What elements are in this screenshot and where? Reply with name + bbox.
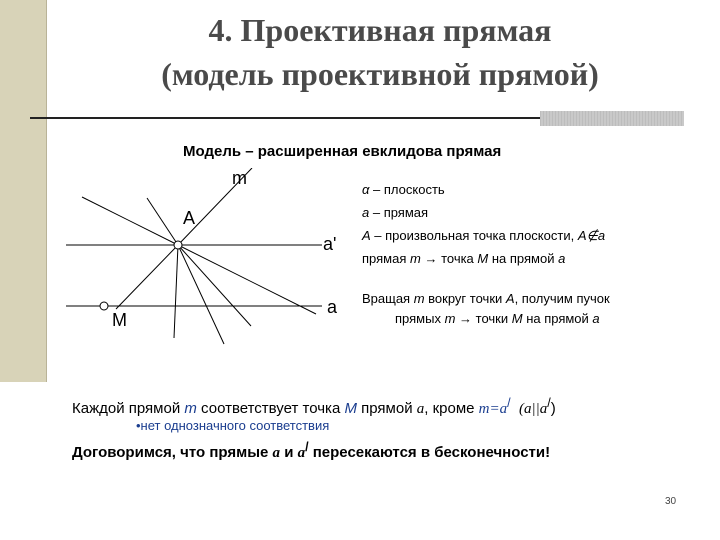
label-M: M (112, 310, 127, 330)
slide-title (60, 8, 700, 96)
def-A-text: – произвольная точка плоскости, (370, 228, 578, 243)
stmt-t2: соответствует точка (196, 400, 345, 417)
label-a-prime: a' (323, 234, 337, 254)
concl-a: a (272, 445, 281, 461)
stmt-sup: / (507, 396, 511, 410)
stmt-par-close: ) (550, 400, 556, 417)
mapping-mid: точка (441, 251, 478, 266)
subtitle: Модель – расширенная евклидова прямая (183, 143, 502, 160)
stmt-a: a (416, 401, 425, 417)
concl-t3: пересекаются в бесконечности! (308, 444, 551, 461)
rot-l2-post: на прямой (522, 311, 593, 326)
label-A: A (183, 208, 196, 228)
def-point-A (362, 224, 605, 247)
definitions-list (362, 178, 605, 270)
label-m: m (232, 168, 247, 188)
bullet-no-bijection: •нет однозначного соответствия (136, 418, 330, 433)
rotation-text (362, 289, 610, 329)
page-number: 30 (665, 496, 677, 507)
concl-sup: / (305, 440, 309, 454)
stmt-t1: Каждой прямой (72, 400, 185, 417)
mapping-M: M (477, 251, 489, 266)
rot-l2-pre: прямых (395, 311, 445, 326)
stmt-eq: m=a (478, 401, 508, 417)
rel-A-not-in-a: A∉a (577, 228, 606, 243)
pencil-line-2b (178, 245, 316, 314)
point-A-marker (174, 241, 182, 249)
rot-l1-A: A (505, 291, 515, 306)
def-a-text: – прямая (369, 205, 429, 220)
stmt-par-sup: / (547, 396, 551, 410)
mapping-m: m (409, 251, 421, 266)
rotation-line-1 (362, 289, 610, 309)
pencil-line-3 (174, 245, 178, 338)
sym-alpha: α (362, 182, 370, 197)
rot-l2-a: a (592, 311, 600, 326)
stmt-t4: , кроме (424, 400, 479, 417)
mapping-arrow: → (420, 251, 442, 266)
pencil-line-6 (147, 198, 178, 245)
decorative-side-strip (0, 0, 47, 382)
sym-A: A (362, 228, 371, 243)
stmt-M: M (344, 400, 357, 417)
rot-l1-m: m (413, 291, 425, 306)
rot-l1-post: , получим пучок (514, 291, 610, 306)
rot-l2-arrow: → (455, 311, 476, 326)
pencil-line-1b (116, 245, 178, 309)
def-alpha-text: – плоскость (369, 182, 445, 197)
title-line-1: 4. Проективная прямая (208, 12, 552, 48)
mapping-pre: прямая (362, 251, 410, 266)
def-alpha (362, 178, 605, 201)
rot-l1-pre: Вращая (362, 291, 414, 306)
stmt-m: m (184, 400, 197, 417)
stmt-par: (a||a (518, 401, 548, 417)
rot-l2-m: m (444, 311, 456, 326)
point-M-marker (100, 302, 108, 310)
def-line-a (362, 201, 605, 224)
correspondence-statement (72, 396, 556, 418)
sym-a: a (362, 205, 370, 220)
def-mapping (362, 247, 605, 270)
label-a: a (327, 297, 338, 317)
stmt-t3: прямой (356, 400, 417, 417)
rot-l2-mid: точки (475, 311, 512, 326)
pencil-line-2 (82, 197, 178, 245)
pencil-of-lines-figure (46, 168, 346, 373)
rotation-line-2 (362, 309, 610, 329)
pencil-line-4 (178, 245, 224, 344)
pencil-line-5 (178, 245, 251, 326)
title-underline (30, 117, 540, 119)
title-decor-box (540, 111, 684, 126)
concl-t1: Договоримся, что прямые (72, 444, 273, 461)
rot-l1-mid: вокруг точки (424, 291, 506, 306)
mapping-a: a (558, 251, 566, 266)
concl-a2: a (297, 445, 306, 461)
title-line-2: (модель проективной прямой) (161, 56, 599, 92)
concl-t2: и (280, 444, 298, 461)
rot-l2-M: M (511, 311, 523, 326)
mapping-post: на прямой (488, 251, 559, 266)
conclusion (72, 440, 550, 462)
